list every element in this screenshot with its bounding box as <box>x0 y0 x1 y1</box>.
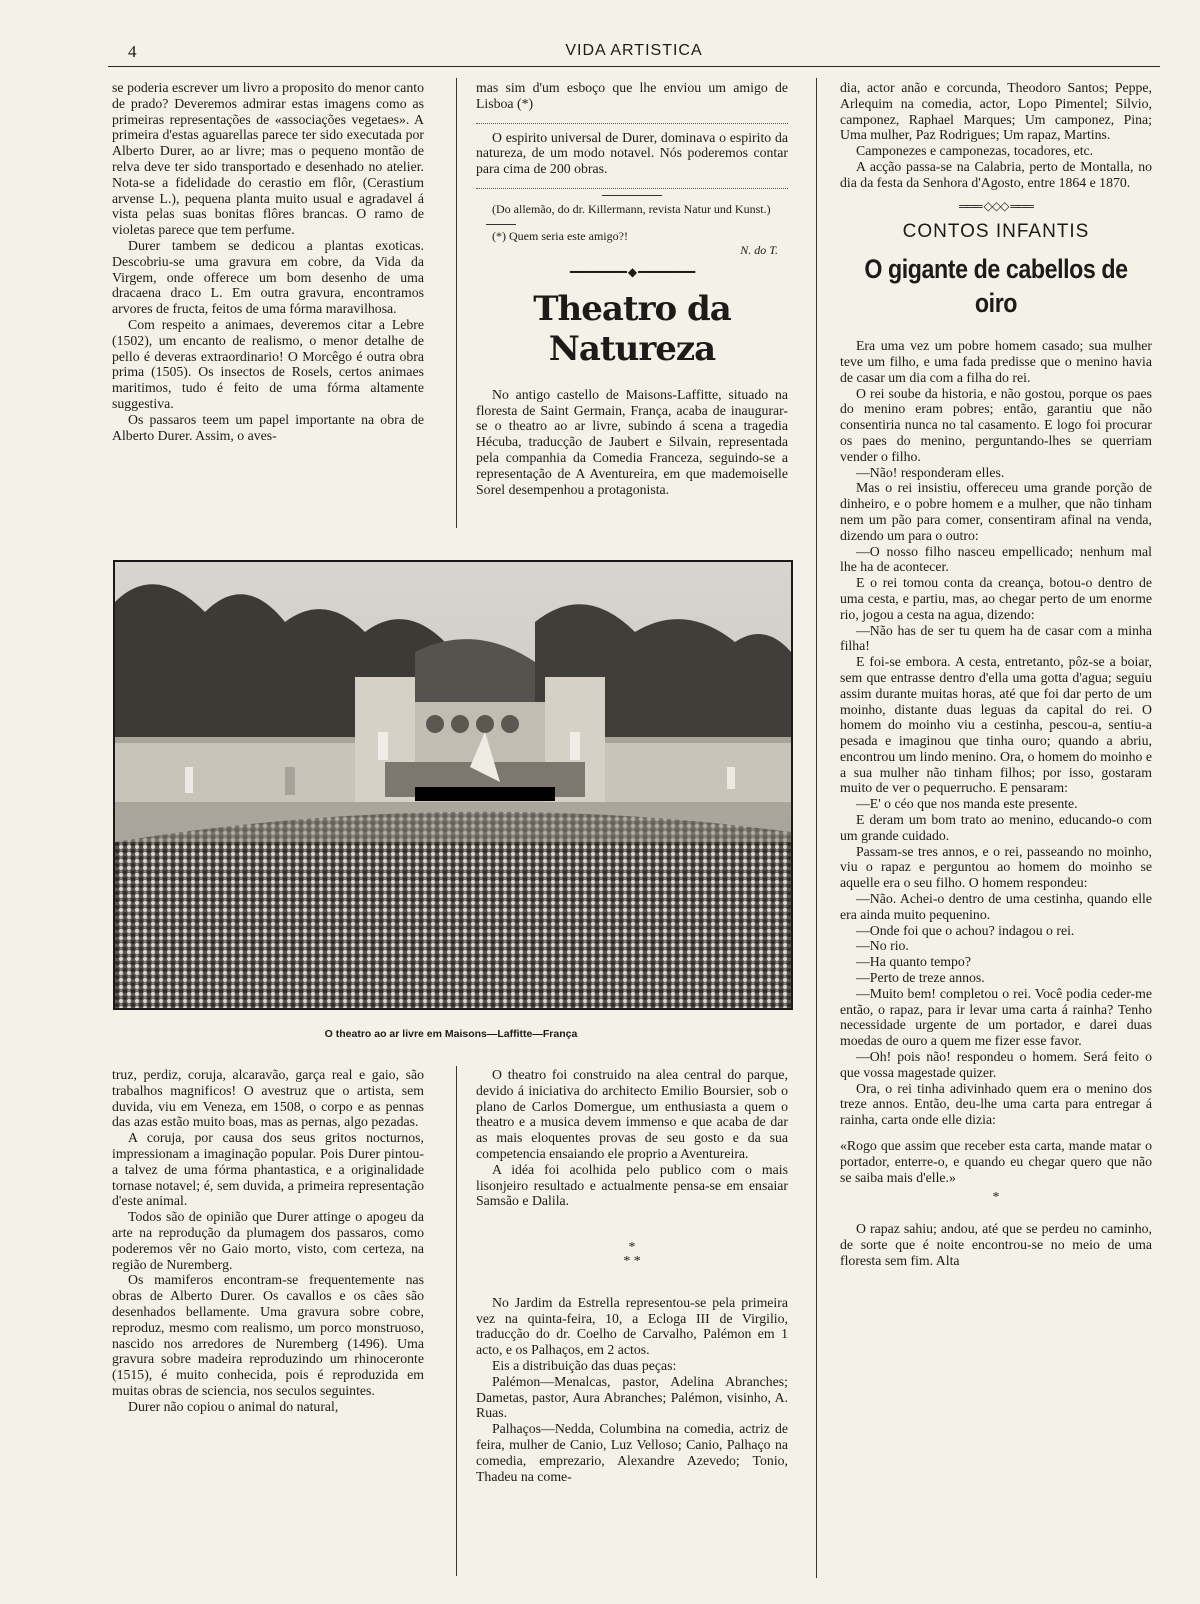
column-2-bottom <box>476 1067 788 1484</box>
paragraph: O rei soube da historia, e não gostou, porque os paes do menino eram pobres; então, garantiu que não consentiria nunca no tal casamento. E logo foi procurar os paes do menino, perguntando-lhes se querriam vender o filho. <box>840 385 1152 464</box>
paragraph: Os passaros teem um papel importante na obra de Alberto Durer. Assim, o aves- <box>112 411 424 443</box>
translator-signature: N. do T. <box>740 242 778 257</box>
source-note: (Do allemão, do dr. Killermann, revista Natur und Kunst.) <box>492 201 771 216</box>
paragraph: mas sim d'um esboço que lhe enviou um amigo de Lisboa (*) <box>476 80 788 111</box>
column-3 <box>840 80 1152 1269</box>
paragraph: Passam-se tres annos, e o rei, passeando no moinho, viu o rapaz e perguntou ao homem do moinho se aquelle era o seu filho. O homem respondeu: <box>840 843 1152 891</box>
photo-caption: O theatro ao ar livre em Maisons—Laffitte—França <box>324 1028 578 1040</box>
star-separator: * * <box>623 1252 641 1268</box>
paragraph: truz, perdiz, coruja, alcaravão, garça real e gaio, são trabalhos magnificos! O avestruz que o artista, sem duvida, viu em Veneza, em 1508, o corpo e as pennas das azas estão muito boas, mas as pernas, algo pezadas. <box>112 1067 424 1130</box>
paragraph: No Jardim da Estrella representou-se pela primeira vez na quinta-feira, 10, a Ecloga III de Virgilio, traducção do dr. Coelho de Carvalho, Palémon em 1 acto, e os Palhaços, em 2 actos. <box>476 1294 788 1358</box>
paragraph: E o rei tomou conta da creança, botou-o dentro de uma cesta, e partiu, mas, ao chegar perto de um enorme rio, jogou a cesta na agua, dizendo: <box>840 575 1152 622</box>
column-1-bottom <box>112 1067 424 1415</box>
column-1-top <box>112 80 424 443</box>
dotted-line <box>476 180 788 189</box>
paragraph: Os mamiferos encontram-se frequentemente nas obras de Alberto Durer. Os cavallos e os cães são desenhados bellamente. Uma gravura sobre cobre, reproduz, mesmo com realismo, um porco monstruoso, nascido nos arredores de Nuremberg (1496). Uma gravura sobre madeira reproduzindo um rhinoceronte (1515), é muito conhecida, pois é reproduzida em muitas obras de sciencia, nos seculos seguintes. <box>112 1272 424 1398</box>
ornament-divider: ═══ ◇◇◇ ═══ <box>959 198 1033 213</box>
paragraph: —Onde foi que o achou? indagou o rei. <box>856 922 1075 938</box>
paragraph: —Perto de treze annos. <box>856 970 985 986</box>
paragraph: —Não. Achei-o dentro de uma cestinha, quando elle era ainda muito pequenino. <box>840 891 1152 922</box>
paragraph: A idéa foi acolhida pelo publico com o mais lisonjeiro resultado e actualmente pensa-se em ensaiar Samsão e Dalila. <box>476 1161 788 1209</box>
page-number: 4 <box>128 42 137 61</box>
running-header <box>108 40 1160 64</box>
paragraph: —Oh! pois não! respondeu o homem. Será feito o que vossa magestade quizer. <box>840 1049 1152 1080</box>
dotted-line <box>476 115 788 124</box>
theatre-photograph <box>113 560 793 1010</box>
header-rule <box>108 66 1160 67</box>
letter-quote: «Rogo que assim que receber esta carta, mande matar o portador, enterre-o, e quando eu chegar quero que não se saiba mais d'elle.» <box>840 1138 1152 1185</box>
column-rule <box>456 1066 457 1576</box>
paragraph: Todos são de opinião que Durer attinge o apogeu da arte na reprodução da plumagem dos passaros, como poderemos vêr no Gaio morto, visto, com certeza, na região de Nuremberg. <box>112 1209 424 1272</box>
story-body <box>840 338 1152 1268</box>
paragraph: Palémon—Menalcas, pastor, Adelina Abranches; Dametas, pastor, Aura Abranches; Palémon, visinho, A. Ruas. <box>476 1373 788 1421</box>
paragraph: O espirito universal de Durer, dominava o espirito da natureza, de um modo notavel. Nós poderemos contar para cima de 200 obras. <box>476 129 788 177</box>
paragraph: —Ha quanto tempo? <box>856 954 971 970</box>
paragraph: No antigo castello de Maisons-Laffitte, situado na floresta de Saint Germain, França, acaba de inaugurar-se o theatro ao ar livre, subindo á scena a tragedia Hécuba, traducção de Jaubert e Silvain, representada pela companhia da Comedia Franceza, seguindo-se a representação de A Aventureira, em que mademoiselle Sorel desempenhou a protagonista. <box>476 386 788 497</box>
paragraph: —Não! responderam elles. <box>856 464 1005 480</box>
paragraph: se poderia escrever um livro a proposito do menor canto de prado? Deveremos admirar estas imagens como as primeiras representações de «associações vegetaes». A primeira d'estas aguarellas parece ter sido executada por Alberto Durer, ao ar livre; mas o pequeno montão de relva deve ter sido transportado e desenhado no atelier. Nota-se a fidelidade do cerastio em flôr, (Cerastium arvense L.), pequena planta muito usual e agradavel á vista pelas suas bonitas flôres brancas. O ramo de violetas parece que tem perfume. <box>112 80 424 238</box>
publication-title: VIDA ARTISTICA <box>565 42 703 59</box>
paragraph: —E' o céo que nos manda este presente. <box>856 796 1078 812</box>
short-rule <box>602 195 662 196</box>
paragraph: E deram um bom trato ao menino, educando-o com um grande cuidado. <box>840 812 1152 843</box>
paragraph: Camponezes e camponezas, tocadores, etc. <box>856 143 1094 159</box>
paragraph: A acção passa-se na Calabria, perto de Montalla, no dia da festa da Senhora d'Agosto, entre 1864 e 1870. <box>840 158 1152 190</box>
paragraph: —No rio. <box>856 938 909 954</box>
paragraph: Com respeito a animaes, deveremos citar a Lebre (1502), um encanto de realismo, o menor detalhe de pello é deveras extraordinario! O Morcêgo é outra obra prima (1505). Os insectos de Rosels, certos animaes maritimos, tudo é feito de uma fórma altamente suggestiva. <box>112 316 424 411</box>
star-separator: * <box>628 1239 636 1255</box>
paragraph: Durer não copiou o animal do natural, <box>128 1398 339 1414</box>
paragraph: Era uma vez um pobre homem casado; sua mulher teve um filho, e uma fada predisse que o menino havia de casar um dia com a filha do rei. <box>840 338 1152 385</box>
paragraph: O theatro foi construido na alea central do parque, devido á iniciativa do architecto Emilio Boursier, sob o plano de Carlos Domergue, um enthusiasta a quem o theatro e a musica devem immenso e que acaba de dar as mais eloquentes provas de seu gosto e da sua competencia ensaiando ele proprio a Aventureira. <box>476 1067 788 1161</box>
column-2-top <box>476 80 788 497</box>
column-rule <box>456 78 457 528</box>
star-separator: * <box>992 1189 1000 1205</box>
paragraph: —Não has de ser tu quem ha de casar com a minha filha! <box>840 622 1152 654</box>
footnote-rule <box>486 224 516 225</box>
paragraph: —O nosso filho nasceu empellicado; nenhum mal lhe ha de acontecer. <box>840 543 1152 575</box>
column-rule <box>816 78 817 1578</box>
photo-illustration <box>115 562 791 1008</box>
article-title: Theatro da Natureza <box>533 288 731 369</box>
footnote: (*) Quem seria este amigo?! <box>492 228 628 243</box>
paragraph: dia, actor anão e corcunda, Theodoro Santos; Peppe, Arlequim na comedia, actor, Lopo Pimentel; Silvio, camponez, Raphael Marques; Um camponez, Pina; Uma mulher, Paz Rodrigues; Um rapaz, Martins. <box>840 80 1152 143</box>
story-title: O gigante de cabellos de oiro <box>864 254 1128 319</box>
paragraph: A coruja, por causa dos seus gritos nocturnos, impressionam a imaginação popular. Pois Durer pintou-a talvez de uma fórma phantastica, e a originalidade tornase notavel; é, sem duvida, a primeira representação d'este animal. <box>112 1130 424 1209</box>
paragraph: O rapaz sahiu; andou, até que se perdeu no caminho, de sorte que é noite encontrou-se no meio de uma floresta sem fim. Alta <box>840 1221 1152 1268</box>
paragraph: E foi-se embora. A cesta, entretanto, pôz-se a boiar, sem que entrasse dentro d'ella uma gotta d'agua; seguiu assim durante muitas horas, até que foi dar perto de um moinho, distante duas leguas da capital do rei. O homem do moinho viu a cestinha, pescou-a, sentiu-a pesada e imaginou que tinha ouro; quando a abriu, encontrou um lindo menino. Ora, o homem do moinho e a sua mulher não tinham filhos; por isso, gostaram muito de ver o pequerrucho. E pensaram: <box>840 654 1152 796</box>
paragraph: —Muito bem! completou o rei. Você podia ceder-me então, o rapaz, para ir levar uma carta á rainha? Tenho necessidade urgente de um portador, e darei duas moedas de ouro a quem me fizer esse favor. <box>840 985 1152 1049</box>
ornament-divider: ━━━━━━━━━ ◆ ━━━━━━━━━ <box>569 264 695 279</box>
paragraph: Ora, o rei tinha adivinhado quem era o menino dos treze annos. Então, deu-lhe uma carta para entregar á rainha, carta onde elle dizia: <box>840 1080 1152 1128</box>
paragraph: Palhaços—Nedda, Columbina na comedia, actriz de feira, mulher de Canio, Luz Velloso; Canio, Palhaço na comedia, emprezario, Alexandre Azevedo; Tonio, Thadeu na come- <box>476 1421 788 1484</box>
paragraph: Durer tambem se dedicou a plantas exoticas. Descobriu-se uma gravura em cobre, da Vida da Virgem, onde offerece um bom desenho de uma dracaena draco L. Em outra gravura, encontramos arvores de fructa, feitos de uma fórma maravilhosa. <box>112 237 424 317</box>
paragraph: Eis a distribuição das duas peças: <box>492 1357 677 1373</box>
paragraph: Mas o rei insistiu, offereceu uma grande porção de dinheiro, e o pobre homem e a mulher, que não tinham nem um pão para comer, consentiram afinal na venda, dizendo um para o outro: <box>840 480 1152 543</box>
section-title: CONTOS INFANTIS <box>902 221 1090 243</box>
